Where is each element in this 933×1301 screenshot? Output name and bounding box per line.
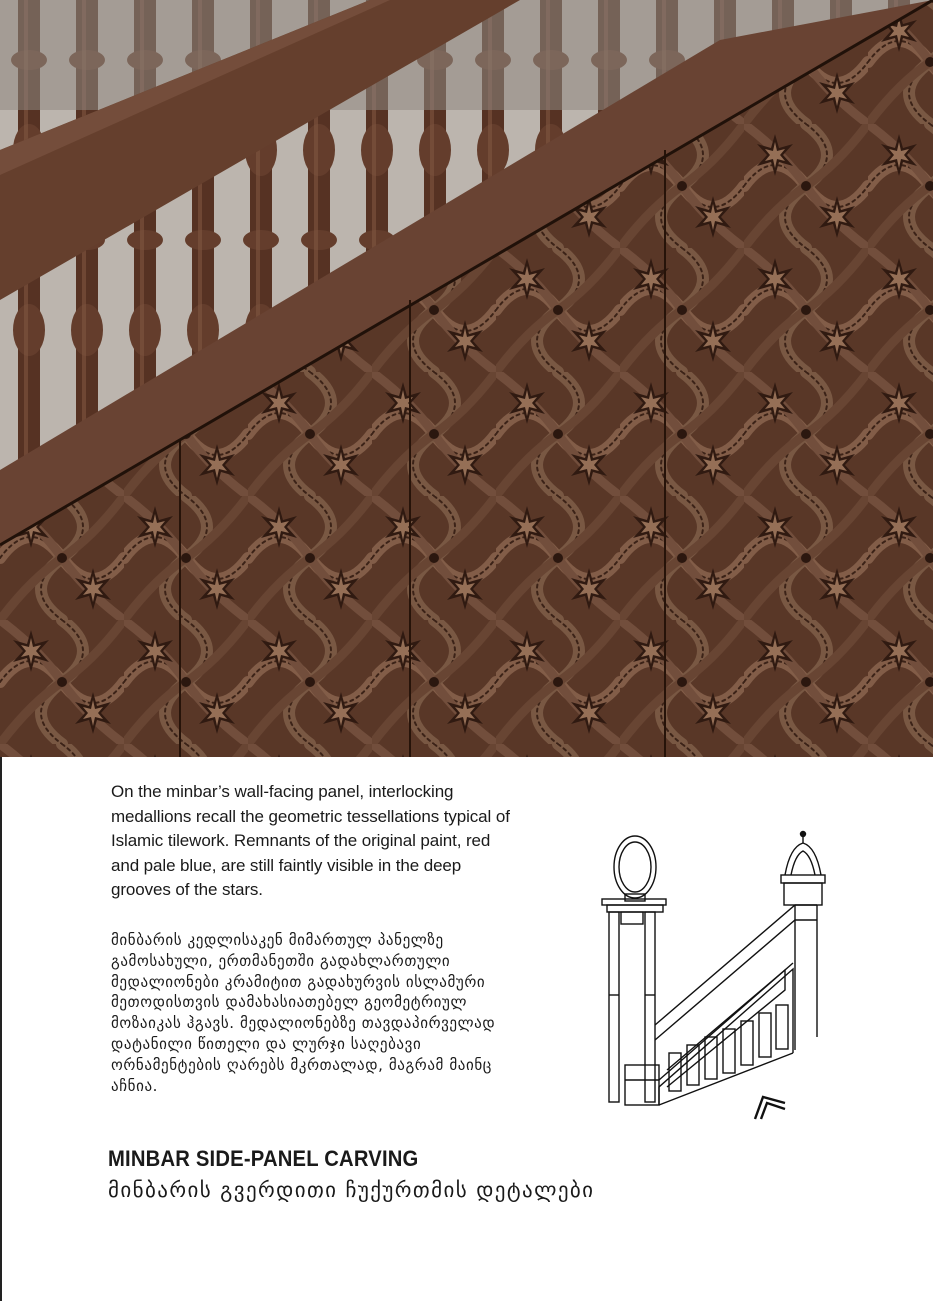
georgian-description: მინბარის კედლისაკენ მიმართულ პანელზე გამოსახული, ერთმანეთში გადახლართული მედალიონები კრამიტით გადახურვის ისლამური მეთოდისთვის დამახასიათებელ გეომეტრიულ მოზაიკას ჰგავს. მედალიონებზე თავდაპირველად დატანილი წითელი და ლურჯი საღებავი ორნამენტების ღარებს მკრთალად, მაგრამ მაინც აჩნია.	[111, 931, 496, 1095]
english-description: On the minbar’s wall-facing panel, interlocking medallions recall the geometric tessellations typical of Islamic tilework. Remnants of the original paint, red and pale blue, are still faintly visible in the deep grooves of the stars.	[111, 782, 510, 899]
caption-title-english: MINBAR SIDE-PANEL CARVING	[108, 1146, 419, 1171]
minbar-line-drawing-icon	[595, 825, 840, 1125]
caption-title-georgian: მინბარის გვერდითი ჩუქურთმის დეტალები	[108, 1178, 595, 1202]
